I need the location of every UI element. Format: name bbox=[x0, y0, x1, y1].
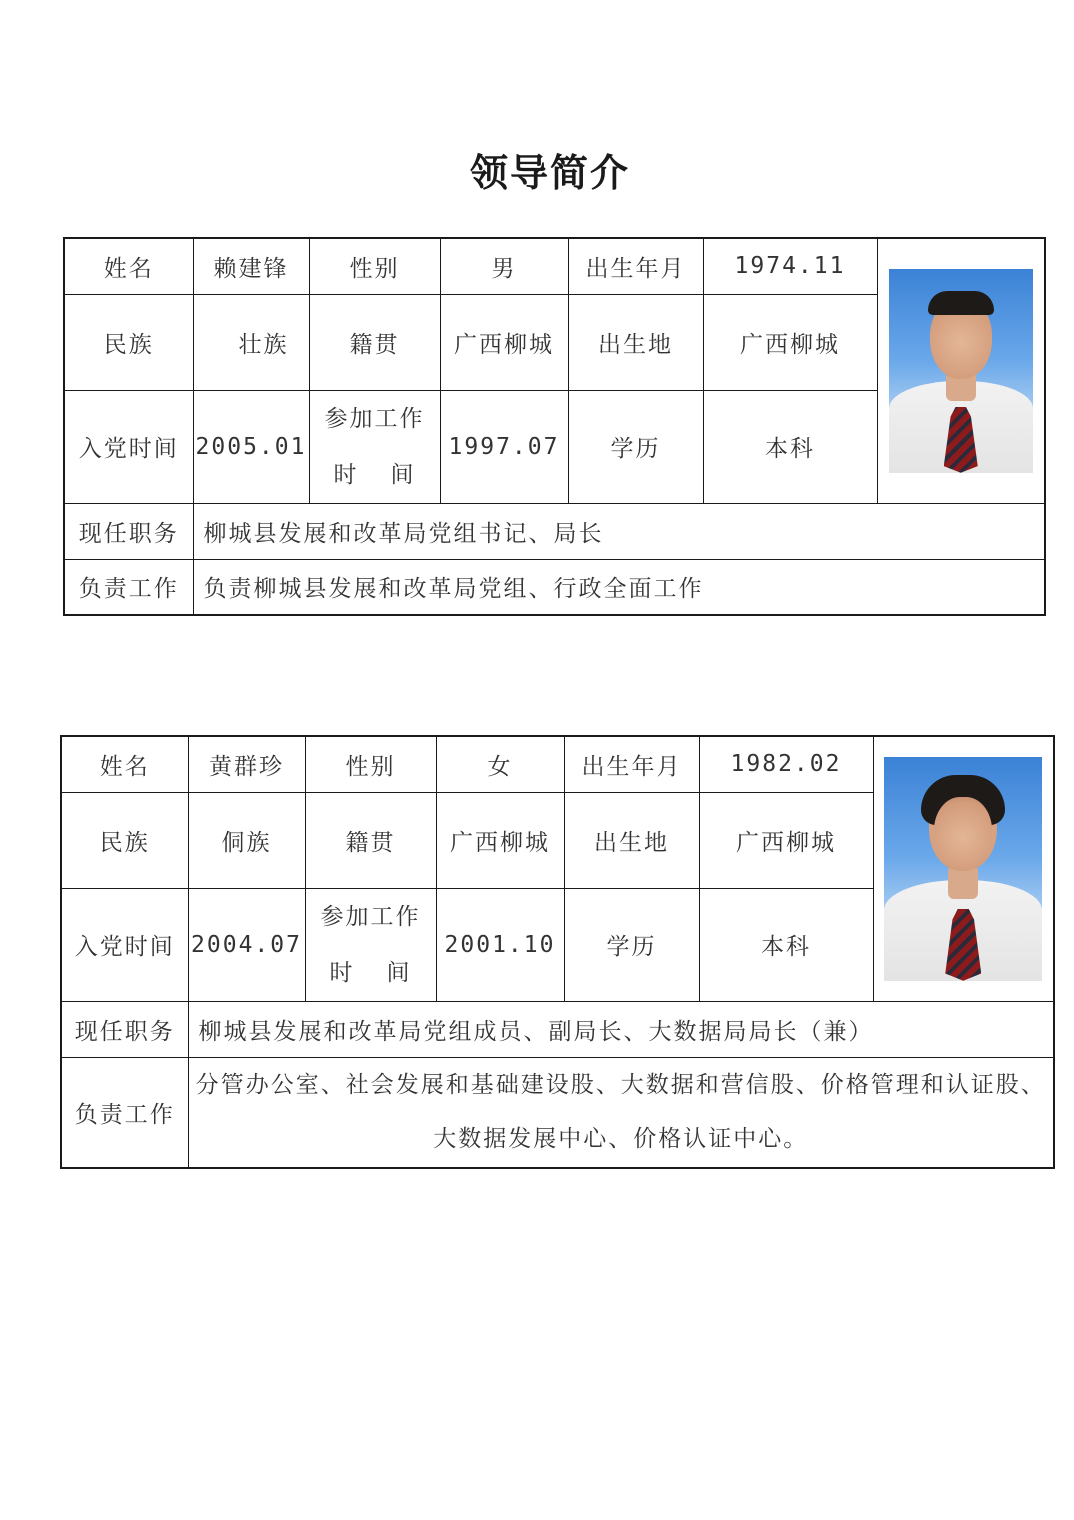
duties-value bbox=[188, 1057, 1054, 1168]
leader-photo bbox=[889, 269, 1033, 473]
ethnicity-label: 民族 bbox=[64, 294, 193, 390]
gender-value: 男 bbox=[440, 238, 568, 294]
leader-photo bbox=[884, 757, 1042, 981]
photo-face bbox=[934, 797, 992, 871]
birth-value: 1974.11 bbox=[703, 238, 877, 294]
party-join-value: 2004.07 bbox=[188, 888, 305, 1001]
work-start-label-line2: 时间 bbox=[329, 959, 412, 986]
native-place-label: 籍贯 bbox=[309, 294, 440, 390]
work-start-label-line1: 参加工作 bbox=[320, 903, 421, 930]
education-value: 本科 bbox=[703, 390, 877, 503]
education-label: 学历 bbox=[564, 888, 699, 1001]
duties-label: 负责工作 bbox=[64, 559, 193, 615]
gender-value: 女 bbox=[436, 736, 564, 792]
work-start-label bbox=[305, 888, 436, 1001]
party-join-label: 入党时间 bbox=[64, 390, 193, 503]
position-label: 现任职务 bbox=[61, 1001, 188, 1057]
leader-profile-table-2 bbox=[60, 735, 1055, 1169]
education-value: 本科 bbox=[699, 888, 873, 1001]
work-start-value: 2001.10 bbox=[436, 888, 564, 1001]
birthplace-value: 广西柳城 bbox=[703, 294, 877, 390]
native-place-value: 广西柳城 bbox=[436, 792, 564, 888]
name-label: 姓名 bbox=[64, 238, 193, 294]
name-label: 姓名 bbox=[61, 736, 188, 792]
page-title: 领导简介 bbox=[469, 150, 630, 195]
birth-label: 出生年月 bbox=[564, 736, 699, 792]
duties-line-2: 大数据发展中心、价格认证中心。 bbox=[433, 1126, 809, 1153]
birthplace-value: 广西柳城 bbox=[699, 792, 873, 888]
birth-value: 1982.02 bbox=[699, 736, 873, 792]
work-start-label-line1: 参加工作 bbox=[324, 405, 425, 432]
party-join-value: 2005.01 bbox=[193, 390, 309, 503]
native-place-label: 籍贯 bbox=[305, 792, 436, 888]
work-start-value: 1997.07 bbox=[440, 390, 568, 503]
photo-hair bbox=[928, 291, 994, 315]
birthplace-label: 出生地 bbox=[564, 792, 699, 888]
gender-label: 性别 bbox=[309, 238, 440, 294]
gender-label: 性别 bbox=[305, 736, 436, 792]
ethnicity-value: 侗族 bbox=[188, 792, 305, 888]
birth-label: 出生年月 bbox=[568, 238, 703, 294]
birthplace-label: 出生地 bbox=[568, 294, 703, 390]
duties-value: 负责柳城县发展和改革局党组、行政全面工作 bbox=[193, 559, 1045, 615]
work-start-label-line2: 时间 bbox=[333, 461, 416, 488]
photo-cell bbox=[877, 238, 1045, 503]
work-start-label bbox=[309, 390, 440, 503]
position-value: 柳城县发展和改革局党组书记、局长 bbox=[193, 503, 1045, 559]
position-label: 现任职务 bbox=[64, 503, 193, 559]
photo-cell bbox=[873, 736, 1054, 1001]
duties-label: 负责工作 bbox=[61, 1057, 188, 1168]
leader-profile-table-1 bbox=[63, 237, 1046, 616]
party-join-label: 入党时间 bbox=[61, 888, 188, 1001]
native-place-value: 广西柳城 bbox=[440, 294, 568, 390]
position-value: 柳城县发展和改革局党组成员、副局长、大数据局局长（兼） bbox=[188, 1001, 1054, 1057]
name-value: 黄群珍 bbox=[188, 736, 305, 792]
ethnicity-label: 民族 bbox=[61, 792, 188, 888]
duties-line-1: 分管办公室、社会发展和基础建设股、大数据和营信股、价格管理和认证股、 bbox=[195, 1072, 1046, 1099]
name-value: 赖建锋 bbox=[193, 238, 309, 294]
education-label: 学历 bbox=[568, 390, 703, 503]
ethnicity-value: 壮族 bbox=[193, 294, 309, 390]
